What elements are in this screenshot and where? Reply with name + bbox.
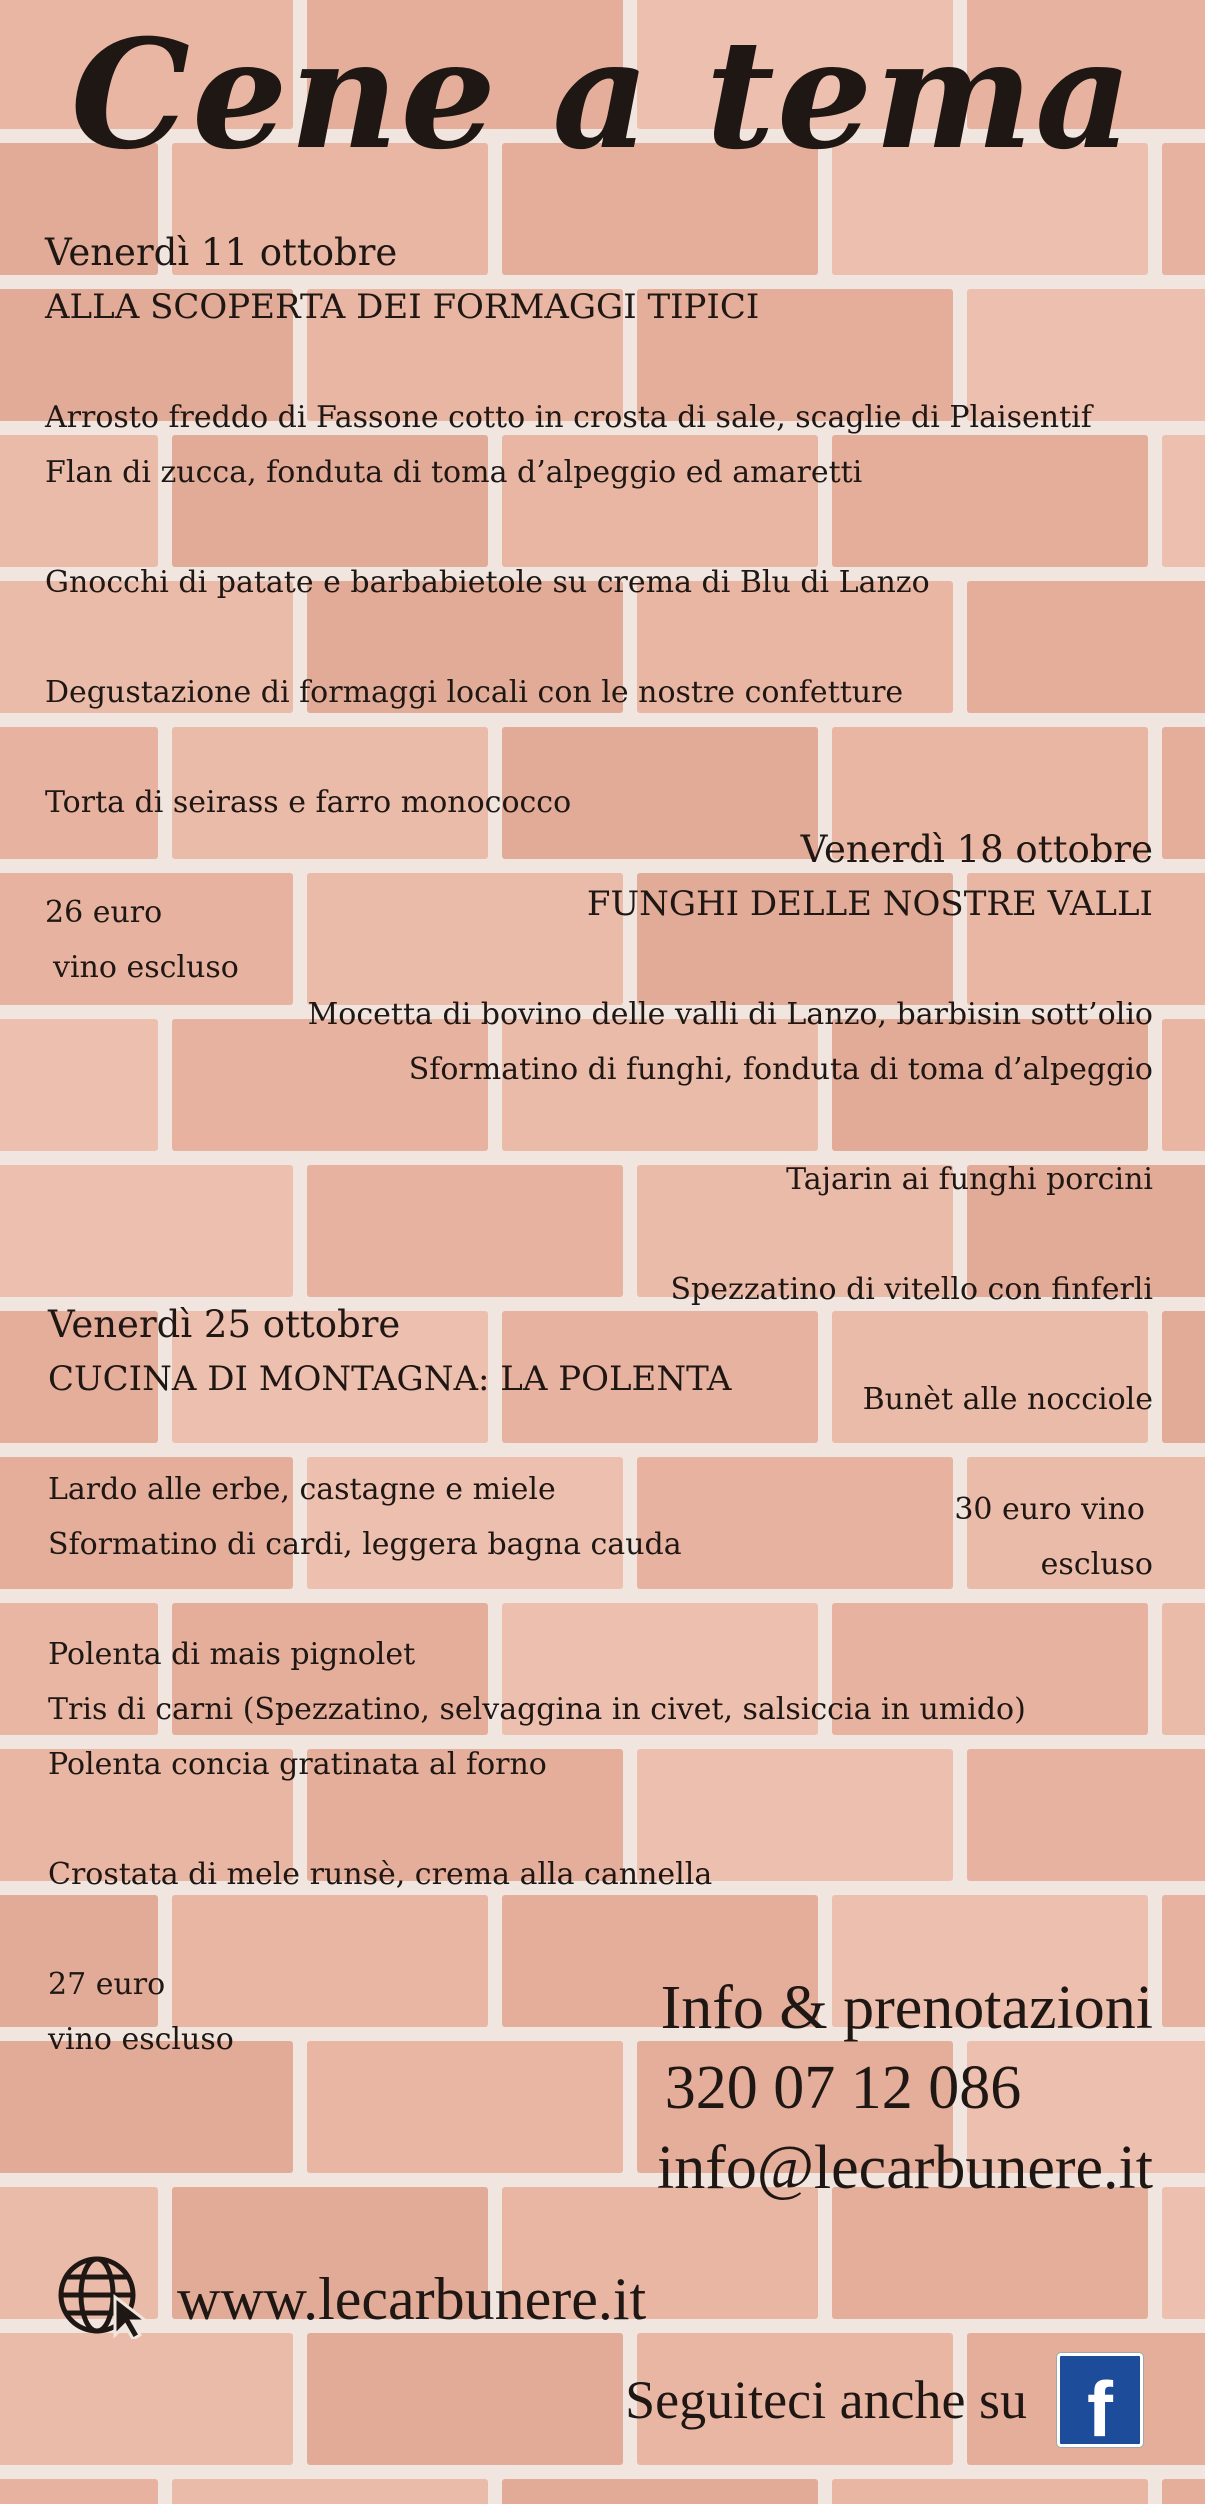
event-2-date: Venerdì 18 ottobre: [800, 828, 1153, 871]
event-3-date: Venerdì 25 ottobre: [48, 1303, 401, 1346]
event-3-price: 27 euro: [48, 1967, 166, 2002]
event-3-dish: Lardo alle erbe, castagne e miele: [48, 1472, 556, 1507]
event-1-price: 26 euro: [45, 895, 163, 930]
event-3-dish: Sformatino di cardi, leggera bagna cauda: [48, 1527, 682, 1562]
social-follow: [625, 2353, 1143, 2447]
info-heading: Info & prenotazioni: [660, 1974, 1153, 2042]
globe-cursor-icon: [55, 2255, 155, 2343]
event-1-dish: Torta di seirass e farro monococco: [45, 785, 572, 820]
website-url[interactable]: www.lecarbunere.it: [177, 2265, 647, 2332]
event-3-dish: Polenta concia gratinata al forno: [48, 1747, 547, 1782]
event-3: [48, 1297, 1026, 2067]
event-2-dish: Tajarin ai funghi porcini: [786, 1162, 1153, 1197]
event-1-dish: Flan di zucca, fonduta di toma d’alpeggio ed amaretti: [45, 455, 863, 490]
event-3-dish: Crostata di mele runsè, crema alla cannella: [48, 1857, 713, 1892]
event-3-theme: CUCINA DI MONTAGNA: LA POLENTA: [48, 1359, 732, 1399]
email-address[interactable]: info@lecarbunere.it: [656, 2134, 1153, 2202]
event-1-theme: ALLA SCOPERTA DEI FORMAGGI TIPICI: [45, 287, 760, 327]
event-2-price: 30 euro vino: [954, 1492, 1145, 1527]
contact-info: [453, 1968, 1153, 2208]
event-2-price-note: escluso: [1040, 1547, 1153, 1582]
page-title: Cene a tema: [70, 7, 1135, 183]
event-1-price-note: vino escluso: [53, 950, 239, 985]
phone-number[interactable]: 320 07 12 086: [664, 2054, 1022, 2122]
event-1-dish: Arrosto freddo di Fassone cotto in crosta di sale, scaglie di Plaisentif: [45, 400, 1092, 435]
event-3-dish: Polenta di mais pignolet: [48, 1637, 416, 1672]
event-1-dish: Gnocchi di patate e barbabietole su crema di Blu di Lanzo: [45, 565, 930, 600]
event-2-theme: FUNGHI DELLE NOSTRE VALLI: [586, 884, 1153, 924]
event-2-dish: Sformatino di funghi, fonduta di toma d’alpeggio: [408, 1052, 1153, 1087]
follow-label: Seguiteci anche su: [625, 2370, 1027, 2430]
event-2-dish: Bunèt alle nocciole: [862, 1382, 1153, 1417]
event-3-dish: Tris di carni (Spezzatino, selvaggina in civet, salsiccia in umido): [48, 1692, 1026, 1727]
event-1-date: Venerdì 11 ottobre: [45, 231, 398, 274]
facebook-glyph: f: [1087, 2365, 1113, 2447]
event-2-dish: Spezzatino di vitello con finferli: [670, 1272, 1153, 1307]
website-link[interactable]: [55, 2255, 646, 2343]
event-2-dish: Mocetta di bovino delle valli di Lanzo, barbisin sott’olio: [307, 997, 1153, 1032]
facebook-icon[interactable]: [1057, 2353, 1143, 2447]
event-3-price-note: vino escluso: [48, 2022, 234, 2057]
event-1-dish: Degustazione di formaggi locali con le nostre confetture: [45, 675, 904, 710]
